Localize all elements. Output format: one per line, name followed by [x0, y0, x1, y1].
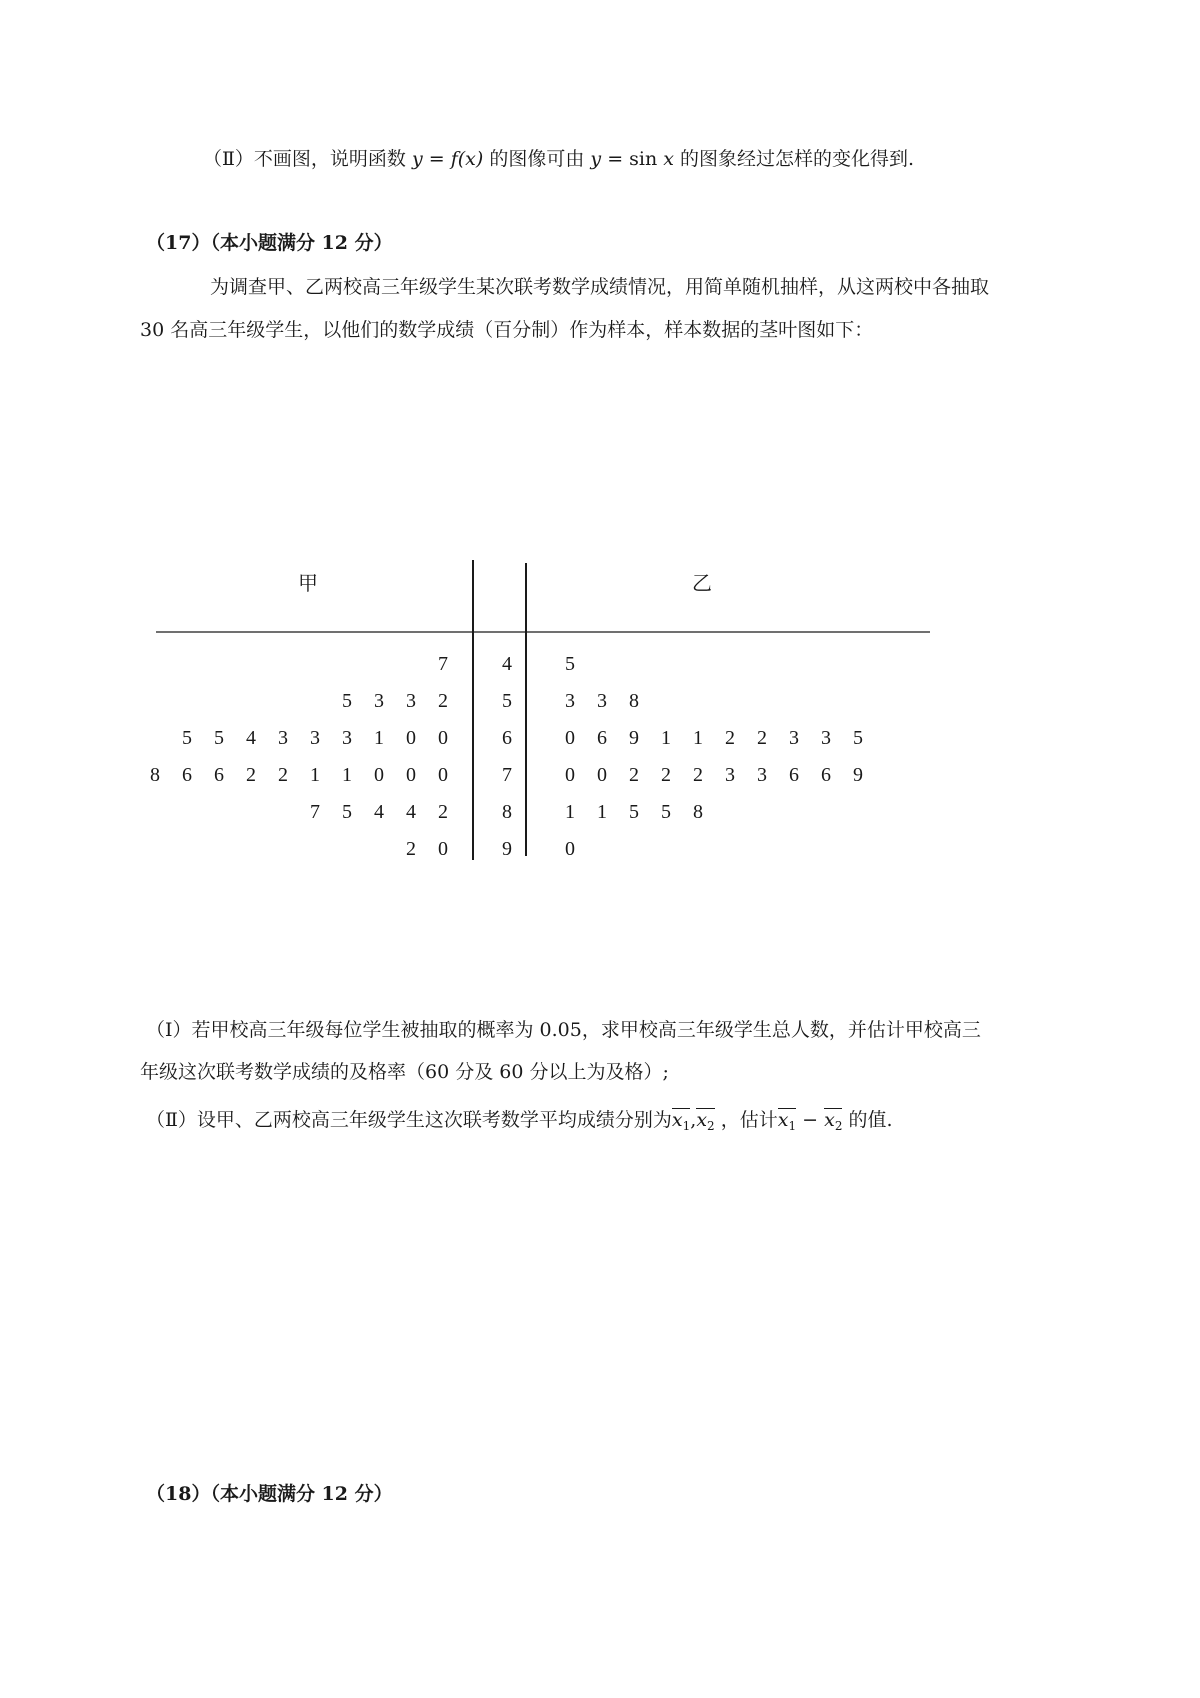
left-leaf-8-2: 4 [374, 801, 384, 823]
left-leaf-6-7: 0 [406, 727, 416, 749]
left-leaf-5-0: 5 [342, 690, 352, 712]
q17-heading: （17）（本小题满分 12 分） [146, 232, 393, 254]
right-leaf-6-9: 5 [853, 727, 863, 749]
right-leaf-5-2: 8 [629, 690, 639, 712]
symbol-comma: , [690, 1109, 697, 1131]
left-leaf-8-4: 2 [438, 801, 448, 823]
stem-5: 5 [502, 690, 512, 712]
q17-part-ii-text-1: （Ⅱ）设甲、乙两校高三年级学生这次联考数学平均成绩分别为 [146, 1109, 672, 1131]
right-leaf-7-2: 2 [629, 764, 639, 786]
q17-part-i-line-1: （Ⅰ）若甲校高三年级每位学生被抽取的概率为 0.05，求甲校高三年级学生总人数，并估计甲校高三 [146, 1019, 981, 1041]
right-leaf-6-3: 1 [661, 727, 671, 749]
right-leaf-7-6: 3 [757, 764, 767, 786]
left-leaf-5-1: 3 [374, 690, 384, 712]
left-leaf-7-5: 1 [310, 764, 320, 786]
right-leaf-6-1: 6 [597, 727, 607, 749]
symbol-minus: − [796, 1109, 825, 1131]
right-leaf-5-1: 3 [597, 690, 607, 712]
x2-symbol-2: x [824, 1109, 835, 1131]
q18-heading: （18）（本小题满分 12 分） [146, 1483, 393, 1505]
right-leaf-8-4: 8 [693, 801, 703, 823]
left-leaf-6-5: 3 [342, 727, 352, 749]
left-leaf-8-1: 5 [342, 801, 352, 823]
right-leaf-6-8: 3 [821, 727, 831, 749]
left-leaf-9-1: 0 [438, 838, 448, 860]
left-leaf-7-9: 0 [438, 764, 448, 786]
prev-part-ii-text-3: 的图象经过怎样的变化得到. [680, 148, 915, 170]
q17-part-ii [146, 1108, 893, 1133]
x1-subscript: 1 [682, 1119, 691, 1133]
x2-bar-2 [824, 1108, 842, 1133]
left-leaf-7-4: 2 [278, 764, 288, 786]
left-leaf-6-0: 5 [182, 727, 192, 749]
formula-sin: = sin [601, 148, 664, 170]
right-leaf-9-0: 0 [565, 838, 575, 860]
right-leaf-6-5: 2 [725, 727, 735, 749]
right-header-yi: 乙 [692, 573, 712, 595]
left-leaf-7-3: 2 [246, 764, 256, 786]
right-leaf-8-1: 1 [597, 801, 607, 823]
right-leaf-8-0: 1 [565, 801, 575, 823]
prev-part-ii-marker: （Ⅱ） [203, 148, 254, 170]
stem-6: 6 [502, 727, 512, 749]
stem-4: 4 [502, 653, 512, 675]
left-leaf-6-2: 4 [246, 727, 256, 749]
x1-symbol-2: x [777, 1109, 789, 1131]
stem-leaf-rows [150, 653, 863, 860]
formula-f: f [450, 148, 458, 170]
left-leaf-6-6: 1 [374, 727, 384, 749]
x2-subscript-2: 2 [834, 1119, 843, 1133]
prev-part-ii-text-2: 的图像可由 [489, 148, 585, 170]
x1-subscript-2: 1 [788, 1119, 797, 1133]
left-leaf-6-8: 0 [438, 727, 448, 749]
left-leaf-6-4: 3 [310, 727, 320, 749]
left-leaf-9-0: 2 [406, 838, 416, 860]
q17-part-i-line-2: 年级这次联考数学成绩的及格率（60 分及 60 分以上为及格）; [140, 1061, 669, 1083]
q17-part-ii-text-3: 的值. [848, 1109, 893, 1131]
right-leaf-7-3: 2 [661, 764, 671, 786]
x1-symbol: x [671, 1109, 683, 1131]
right-leaf-6-2: 9 [629, 727, 639, 749]
left-leaf-7-7: 0 [374, 764, 384, 786]
right-leaf-7-1: 0 [597, 764, 607, 786]
left-leaf-7-0: 8 [150, 764, 160, 786]
formula-fx-arg: (x) [457, 148, 484, 170]
stem-8: 8 [502, 801, 512, 823]
left-leaf-8-3: 4 [406, 801, 416, 823]
left-leaf-7-8: 0 [406, 764, 416, 786]
right-leaf-6-7: 3 [789, 727, 799, 749]
x2-bar [696, 1108, 714, 1133]
right-leaf-7-4: 2 [693, 764, 703, 786]
right-leaf-7-5: 3 [725, 764, 735, 786]
left-leaf-7-6: 1 [342, 764, 352, 786]
right-leaf-6-0: 0 [565, 727, 575, 749]
right-leaf-4-0: 5 [565, 653, 575, 675]
q17-intro-line-2: 30 名高三年级学生，以他们的数学成绩（百分制）作为样本，样本数据的茎叶图如下： [140, 319, 874, 341]
left-leaf-6-3: 3 [278, 727, 288, 749]
formula-x: x [663, 148, 674, 170]
q17-intro-line-1: 为调查甲、乙两校高三年级学生某次联考数学成绩情况，用简单随机抽样，从这两校中各抽取 [210, 276, 990, 298]
x2-symbol: x [696, 1109, 708, 1131]
left-leaf-6-1: 5 [214, 727, 224, 749]
right-leaf-8-3: 5 [661, 801, 671, 823]
right-leaf-6-6: 2 [757, 727, 767, 749]
left-leaf-4-0: 7 [438, 653, 448, 675]
x1-bar [672, 1108, 690, 1133]
right-leaf-8-2: 5 [629, 801, 639, 823]
left-leaf-7-1: 6 [182, 764, 192, 786]
left-leaf-5-2: 3 [406, 690, 416, 712]
q17-part-ii-text-2: ，估计 [720, 1109, 778, 1131]
x1-bar-2 [778, 1108, 796, 1133]
stem-9: 9 [502, 838, 512, 860]
left-leaf-7-2: 6 [214, 764, 224, 786]
right-leaf-5-0: 3 [565, 690, 575, 712]
formula-eq: = [422, 148, 451, 170]
formula-y: y [411, 148, 423, 170]
x2-subscript: 2 [707, 1119, 715, 1133]
right-leaf-7-8: 6 [821, 764, 831, 786]
right-leaf-7-7: 6 [789, 764, 799, 786]
right-leaf-6-4: 1 [693, 727, 703, 749]
formula-y-2: y [590, 148, 602, 170]
left-header-jia: 甲 [298, 573, 318, 595]
prev-part-ii-text-1: 不画图，说明函数 [253, 148, 406, 170]
right-leaf-7-0: 0 [565, 764, 575, 786]
left-leaf-8-0: 7 [310, 801, 320, 823]
stem-7: 7 [502, 764, 512, 786]
right-leaf-7-9: 9 [853, 764, 863, 786]
left-leaf-5-3: 2 [438, 690, 448, 712]
